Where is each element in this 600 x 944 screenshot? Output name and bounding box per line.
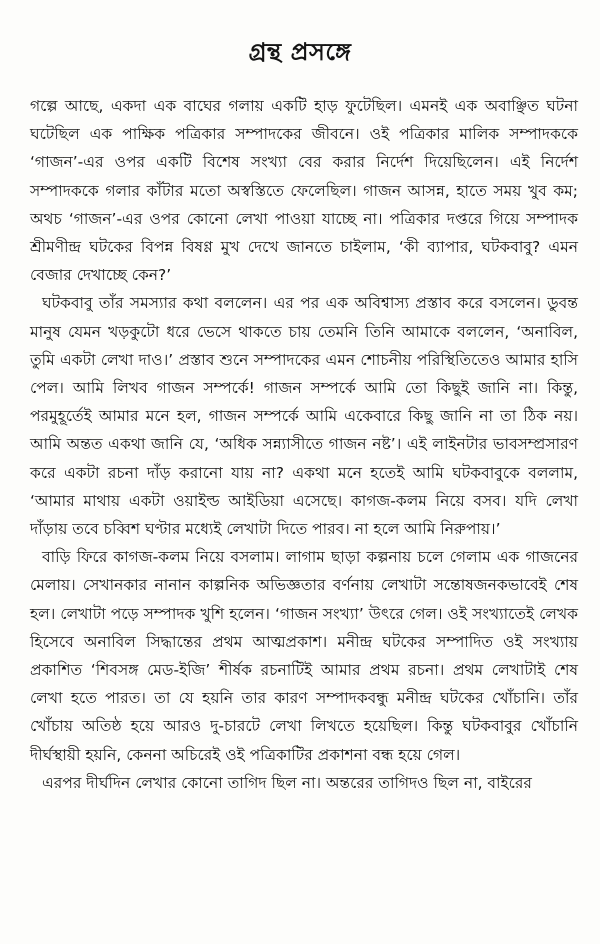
paragraph-2: ঘটকবাবু তাঁর সমস্যার কথা বললেন। এর পর এক অবিশ্বাস্য প্রস্তাব করে বসলেন। ডুবন্ত মানুষ যেমন খড়কুটো ধরে ভেসে থাকতে চায় তেমনি তিনি আমাকে বললেন, ‘অনাবিল, তুমি একটা লেখা দাও।’ প্রস্তাব শুনে সম্পাদকের এমন শোচনীয় পরিস্থিতিতেও আমার হাসি পেল। আমি লিখব গাজন সম্পর্কে! গাজন সম্পর্কে আমি তো কিছুই জানি না। কিন্তু, পরমুহূর্তেই আমার মনে হল, গাজন সম্পর্কে আমি একেবারে কিছু জানি না তা ঠিক নয়। আমি অন্তত একথা জানি যে, ‘অধিক সন্ন্যাসীতে গাজন নষ্ট’। এই লাইনটার ভাবসম্প্রসারণ করে একটা রচনা দাঁড় করানো যায় না? একথা মনে হতেই আমি ঘটকবাবুকে বললাম, ‘আমার মাথায় একটা ওয়াইল্ড আইডিয়া এসেছে। কাগজ-কলম নিয়ে বসব। যদি লেখা দাঁড়ায় তবে চব্বিশ ঘণ্টার মধ্যেই লেখাটা দিতে পারব। না হলে আমি নিরুপায়।’ bbox=[30, 294, 578, 539]
page-title: গ্রন্থ প্রসঙ্গে bbox=[248, 38, 352, 66]
paragraph-1: গল্পে আছে, একদা এক বাঘের গলায় একটি হাড় ফুটেছিল। এমনই এক অবাঞ্ছিত ঘটনা ঘটেছিল এক পাক্ষিক পত্রিকার সম্পাদকের জীবনে। ওই পত্রিকার মালিক সম্পাদককে ‘গাজন’-এর ওপর একটি বিশেষ সংখ্যা বের করার নির্দেশ দিয়েছিলেন। এই নির্দেশ সম্পাদককে গলার কাঁটার মতো অস্বস্তিতে ফেলেছিল। গাজন আসন্ন, হাতে সময় খুব কম; অথচ ‘গাজন’-এর ওপর কোনো লেখা পাওয়া যাচ্ছে না। পত্রিকার দপ্তরে গিয়ে সম্পাদক শ্রীমণীন্দ্র ঘটকের বিপন্ন বিষণ্ণ মুখ দেখে জানতে চাইলাম, ‘কী ব্যাপার, ঘটকবাবু? এমন বেজার দেখাচ্ছে কেন?’ bbox=[30, 97, 578, 285]
body-text bbox=[30, 92, 578, 797]
paragraph-4: এরপর দীর্ঘদিন লেখার কোনো তাগিদ ছিল না। অন্তরের তাগিদও ছিল না, বাইরের bbox=[42, 773, 532, 792]
paragraph-3: বাড়ি ফিরে কাগজ-কলম নিয়ে বসলাম। লাগাম ছাড়া কল্পনায় চলে গেলাম এক গাজনের মেলায়। সেখানকার নানান কাল্পনিক অভিজ্ঞতার বর্ণনায় লেখাটা সন্তোষজনকভাবেই শেষ হল। লেখাটা পড়ে সম্পাদক খুশি হলেন। ‘গাজন সংখ্যা’ উৎরে গেল। ওই সংখ্যাতেই লেখক হিসেবে অনাবিল সিদ্ধান্তের প্রথম আত্মপ্রকাশ। মনীন্দ্র ঘটকের সম্পাদিত ওই সংখ্যায় প্রকাশিত ‘শিবসঙ্গ মেড-ইজি’ শীর্ষক রচনাটিই আমার প্রথম রচনা। প্রথম লেখাটাই শেষ লেখা হতে পারত। তা যে হয়নি তার কারণ সম্পাদকবন্ধু মনীন্দ্র ঘটকের খোঁচানি। তাঁর খোঁচায় অতিষ্ঠ হয়ে আরও দু-চারটে লেখা লিখতে হয়েছিল। কিন্তু ঘটকবাবুর খোঁচানি দীর্ঘস্থায়ী হয়নি, কেননা অচিরেই ওই পত্রিকাটির প্রকাশনা বন্ধ হয়ে গেল। bbox=[30, 548, 578, 764]
